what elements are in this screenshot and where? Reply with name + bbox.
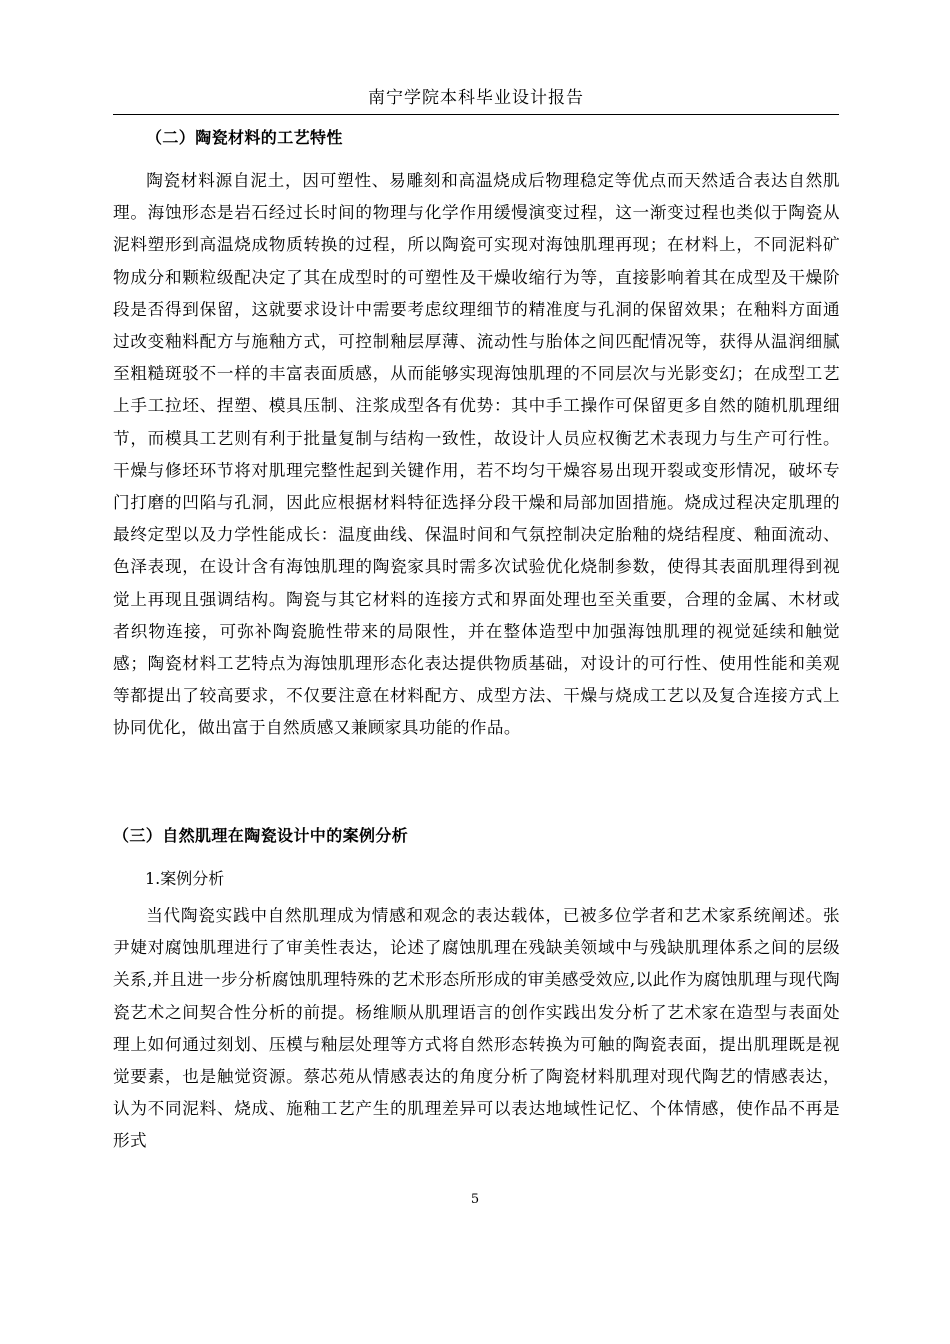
section-heading-3: （三）自然肌理在陶瓷设计中的案例分析 [113, 826, 409, 845]
header-title: 南宁学院本科毕业设计报告 [368, 88, 584, 108]
page-number: 5 [470, 1192, 480, 1207]
sub-heading-case-analysis: 1.案例分析 [145, 869, 225, 888]
body-paragraph-case-analysis: 当代陶瓷实践中自然肌理成为情感和观念的表达载体，已被多位学者和艺术家系统阐述。张尹婕对腐蚀肌理进行了审美性表达，论述了腐蚀肌理在残缺美领域中与残缺肌理体系之间的层级关系,并且进一步分析腐蚀肌理特殊的艺术形态所形成的审美感受效应,以此作为腐蚀肌理与现代陶瓷艺术之间契合性分析的前提。杨维顺从肌理语言的创作实践出发分析了艺术家在造型与表面处理上如何通过刻划、压模与釉层处理等方式将自然形态转换为可触的陶瓷表面，提出肌理既是视觉要素，也是触觉资源。蔡芯苑从情感表达的角度分析了陶瓷材料肌理对现代陶艺的情感表达，认为不同泥料、烧成、施釉工艺产生的肌理差异可以表达地域性记忆、个体情感，使作品不再是形式 [113, 906, 840, 1151]
page-header [113, 82, 839, 115]
body-paragraph-ceramic-properties: 陶瓷材料源自泥土，因可塑性、易雕刻和高温烧成后物理稳定等优点而天然适合表达自然肌理。海蚀形态是岩石经过长时间的物理与化学作用缓慢演变过程，这一渐变过程也类似于陶瓷从泥料塑形到高温烧成物质转换的过程，所以陶瓷可实现对海蚀肌理再现；在材料上，不同泥料矿物成分和颗粒级配决定了其在成型时的可塑性及干燥收缩行为等，直接影响着其在成型及干燥阶段是否得到保留，这就要求设计中需要考虑纹理细节的精准度与孔洞的保留效果；在釉料方面通过改变釉料配方与施釉方式，可控制釉层厚薄、流动性与胎体之间匹配情况等，获得从温润细腻至粗糙斑驳不一样的丰富表面质感，从而能够实现海蚀肌理的不同层次与光影变幻；在成型工艺上手工拉坯、捏塑、模具压制、注浆成型各有优势：其中手工操作可保留更多自然的随机肌理细节，而模具工艺则有利于批量复制与结构一致性，故设计人员应权衡艺术表现力与生产可行性。干燥与修坯环节将对肌理完整性起到关键作用，若不均匀干燥容易出现开裂或变形情况，破坏专门打磨的凹陷与孔洞，因此应根据材料特征选择分段干燥和局部加固措施。烧成过程决定肌理的最终定型以及力学性能成长：温度曲线、保温时间和气氛控制决定胎釉的烧结程度、釉面流动、色泽表现，在设计含有海蚀肌理的陶瓷家具时需多次试验优化烧制参数，使得其表面肌理得到视觉上再现且强调结构。陶瓷与其它材料的连接方式和界面处理也至关重要，合理的金属、木材或者织物连接，可弥补陶瓷脆性带来的局限性，并在整体造型中加强海蚀肌理的视觉延续和触觉感；陶瓷材料工艺特点为海蚀肌理形态化表达提供物质基础，对设计的可行性、使用性能和美观等都提出了较高要求，不仅要注意在材料配方、成型方法、干燥与烧成工艺以及复合连接方式上协同优化，做出富于自然质感又兼顾家具功能的作品。 [113, 171, 840, 738]
section-heading-2: （二）陶瓷材料的工艺特性 [146, 128, 343, 147]
